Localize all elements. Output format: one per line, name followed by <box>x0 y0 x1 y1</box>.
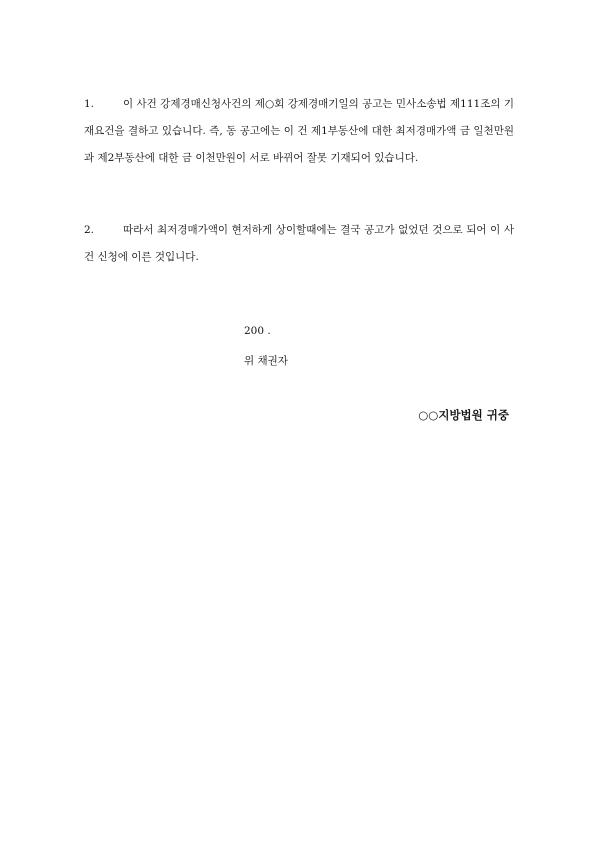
paragraph-2 <box>84 217 514 271</box>
paragraph-2-text: 따라서 최저경매가액이 현저하게 상이할때에는 결국 공고가 없었던 것으로 되어 이 사건 신청에 이른 것입니다. <box>84 224 514 263</box>
creditor-signature: 위 채권자 <box>244 355 288 367</box>
paragraph-1-number: 1. <box>84 98 95 110</box>
court-addressee: ○○지방법원 귀중 <box>418 408 509 422</box>
date-line: 200 . <box>244 325 271 337</box>
paragraph-1 <box>84 91 514 172</box>
paragraph-2-number: 2. <box>84 224 95 236</box>
paragraph-1-text: 이 사건 강제경매신청사건의 제○회 강제경매기일의 공고는 민사소송법 제111조의 기재요건을 결하고 있습니다. 즉, 동 공고에는 이 건 제1부동산에 대한 최저경매가액 금 일천만원과 제2부동산에 대한 금 이천만원이 서로 바뀌어 잘못 기재되어 있습니다. <box>84 98 514 164</box>
